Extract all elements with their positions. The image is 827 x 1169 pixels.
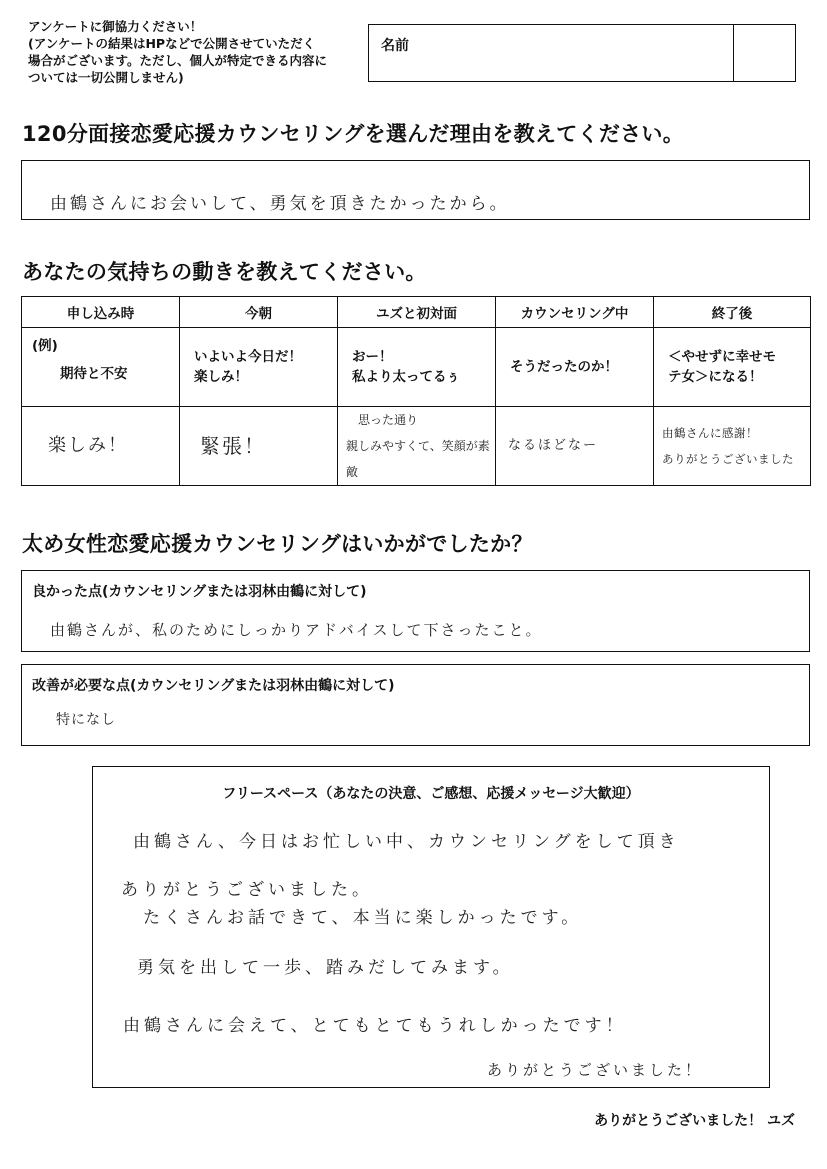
example-text: いよいよ今日だ！ <box>194 349 302 365</box>
answer-text: 緊張！ <box>200 434 266 458</box>
answer-text: 楽しみ！ <box>48 435 128 456</box>
name-field-box <box>368 24 796 82</box>
question-3-title: 太め女性恋愛応援カウンセリングはいかがでしたか？ <box>22 532 533 556</box>
free-space-line: ありがとうございました。 <box>121 880 373 900</box>
question-1-answer-box <box>21 160 810 220</box>
free-space-line: たくさんお話できて、本当に楽しかったです。 <box>143 908 583 928</box>
free-space-box <box>92 766 770 1088</box>
header-application: 申し込み時 <box>22 297 180 328</box>
notice-line: ついては一切公開しません) <box>28 70 184 85</box>
answer-text: 思った通り <box>358 413 419 427</box>
answer-cell <box>180 407 338 486</box>
good-points-label: 良かった点(カウンセリングまたは羽林由鶴に対して) <box>32 584 367 600</box>
answer-text: ありがとうございました <box>662 452 794 466</box>
answer-text: 由鶴さんに感謝！ <box>662 426 758 440</box>
header-first-meeting: ユズと初対面 <box>338 297 496 328</box>
answer-text: 親しみやすくて、笑顔が素敵 <box>346 439 490 479</box>
feelings-table <box>21 296 811 486</box>
header-after: 終了後 <box>654 297 811 328</box>
feelings-header-row <box>22 297 811 328</box>
closing-thanks: ありがとうございました！ ユズ <box>594 1113 795 1129</box>
header-during-counseling: カウンセリング中 <box>496 297 654 328</box>
free-space-line: 由鶴さん、今日はお忙しい中、カウンセリングをして頂き <box>133 832 680 852</box>
improvement-label: 改善が必要な点(カウンセリングまたは羽林由鶴に対して) <box>32 678 395 694</box>
example-cell <box>22 328 180 407</box>
example-text: おー！ <box>352 349 393 365</box>
example-cell <box>496 328 654 407</box>
name-box-divider <box>733 25 734 81</box>
good-points-box <box>21 570 810 652</box>
example-text: 期待と不安 <box>60 366 128 382</box>
notice-line: (アンケートの結果はHPなどで公開させていただく <box>28 36 316 51</box>
name-label: 名前 <box>381 38 409 54</box>
example-cell <box>180 328 338 407</box>
free-space-line: 由鶴さんに会えて、とてもとてもうれしかったです！ <box>123 1016 627 1036</box>
notice-line: 場合がございます。ただし、個人が特定できる内容に <box>28 53 328 68</box>
example-text: テ女＞になる！ <box>668 369 763 385</box>
header-this-morning: 今朝 <box>180 297 338 328</box>
answer-cell <box>338 407 496 486</box>
example-cell <box>338 328 496 407</box>
free-space-label: フリースペース（あなたの決意、ご感想、応援メッセージ大歓迎） <box>222 786 640 802</box>
question-2-title: あなたの気持ちの動きを教えてください。 <box>22 260 427 284</box>
example-text: ＜やせずに幸せモ <box>668 349 776 365</box>
example-text: そうだったのか！ <box>510 359 618 375</box>
question-1-answer: 由鶴さんにお会いして、勇気を頂きたかったから。 <box>50 194 510 214</box>
free-space-line: ありがとうございました！ <box>487 1061 704 1079</box>
example-text: 楽しみ！ <box>194 369 248 385</box>
good-points-answer: 由鶴さんが、私のためにしっかりアドバイスして下さったこと。 <box>50 621 543 639</box>
improvement-box <box>21 664 810 746</box>
survey-notice <box>28 18 358 86</box>
answer-text: なるほどなー <box>508 438 599 453</box>
example-cell <box>654 328 811 407</box>
answer-cell <box>22 407 180 486</box>
feelings-example-row <box>22 328 811 407</box>
free-space-line: 勇気を出して一歩、踏みだしてみます。 <box>137 958 514 978</box>
feelings-answer-row <box>22 407 811 486</box>
example-mark: (例) <box>32 338 58 354</box>
improvement-answer: 特になし <box>56 712 116 728</box>
answer-cell <box>496 407 654 486</box>
example-text: 私より太ってるぅ <box>352 369 460 385</box>
answer-cell <box>654 407 811 486</box>
notice-line: アンケートに御協力ください！ <box>28 19 203 34</box>
question-1-title: 120分面接恋愛応援カウンセリングを選んだ理由を教えてください。 <box>22 122 685 146</box>
